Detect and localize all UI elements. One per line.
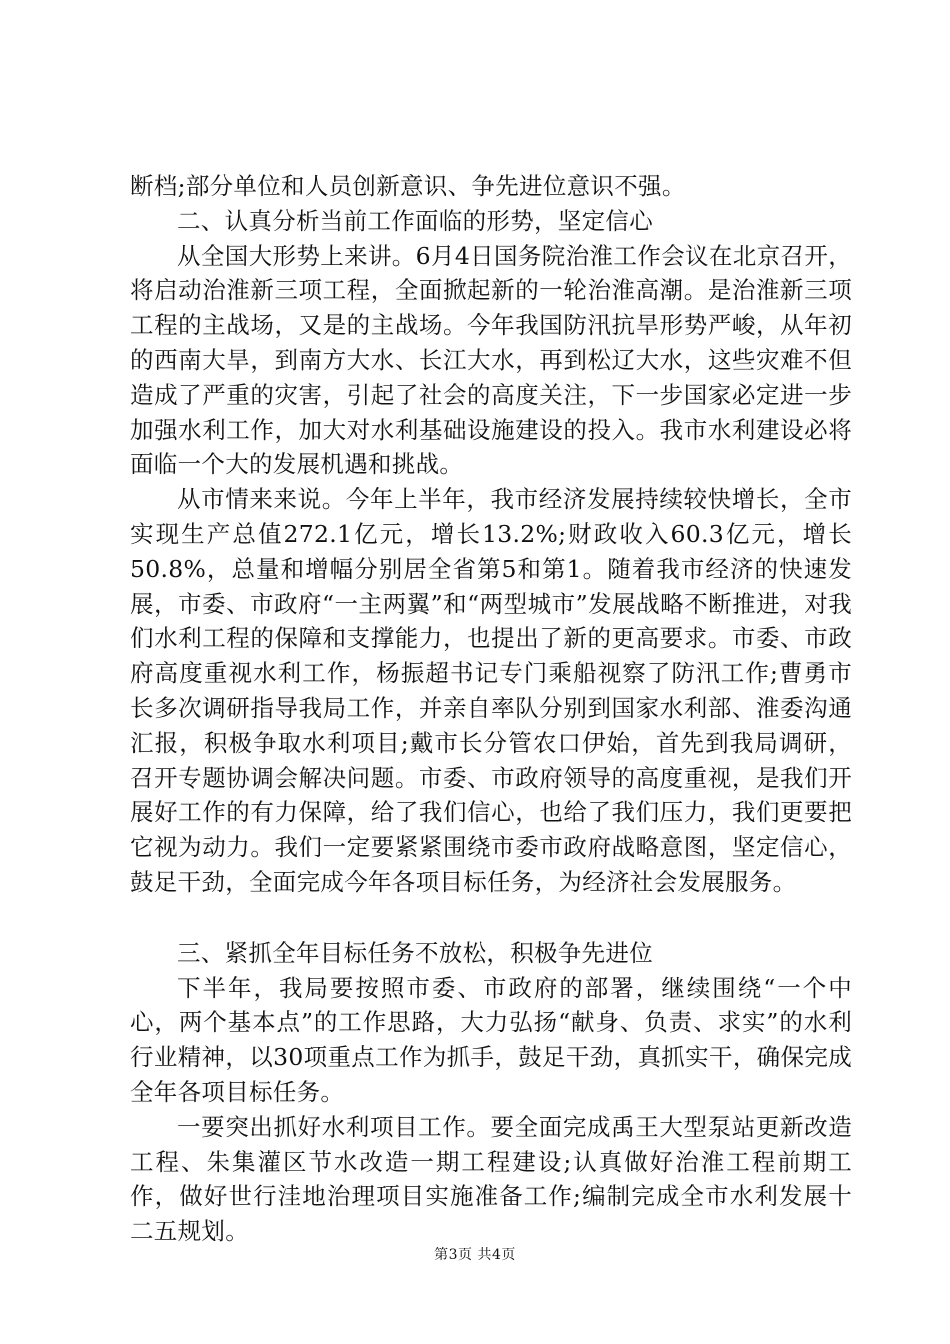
paragraph-continuation: 断档;部分单位和人员创新意识、争先进位意识不强。 [130,172,686,200]
paragraph-national-situation: 从全国大形势上来讲。6月4日国务院治淮工作会议在北京召开，将启动治淮新三项工程，全面掀起新的一轮治淮高潮。是治淮新三项工程的主战场，又是的主战场。今年我国防汛抗旱形势严峻，从年初的西南大旱，到南方大水、长江大水，再到松辽大水，这些灾难不但造成了严重的灾害，引起了社会的高度关注，下一步国家必定进一步加强水利工作，加大对水利基础设施建设的投入。我市水利建设必将面临一个大的发展机遇和挑战。 [130,241,852,479]
section-heading-3: 三、紧抓全年目标任务不放松，积极争先进位 [177,938,653,967]
paragraph-spacer [130,900,852,936]
paragraph-second-half-plan: 下半年，我局要按照市委、市政府的部署，继续围绕“一个中心，两个基本点”的工作思路，大力弘扬“献身、负责、求实”的水利行业精神，以30项重点工作为抓手，鼓足干劲，真抓实干，确保完成全年各项目标任务。 [130,973,852,1106]
document-body [130,169,852,1249]
page-number-footer: 第3页 共4页 [434,1247,516,1263]
paragraph-city-situation: 从市情来来说。今年上半年，我市经济发展持续较快增长，全市实现生产总值272.1亿元，增长13.2%;财政收入60.3亿元，增长50.8%，总量和增幅分别居全省第5和第1。随着我市经济的快速发展，市委、市政府“一主两翼”和“两型城市”发展战略不断推进，对我们水利工程的保障和支撑能力，也提出了新的更高要求。市委、市政府高度重视水利工作，杨振超书记专门乘船视察了防汛工作;曹勇市长多次调研指导我局工作，并亲自率队分别到国家水利部、淮委沟通汇报，积极争取水利项目;戴市长分管农口伊始，首先到我局调研，召开专题协调会解决问题。市委、市政府领导的高度重视，是我们开展好工作的有力保障，给了我们信心，也给了我们压力，我们更要把它视为动力。我们一定要紧紧围绕市委市政府战略意图，坚定信心，鼓足干劲，全面完成今年各项目标任务，为经济社会发展服务。 [130,485,852,896]
section-heading-2: 二、认真分析当前工作面临的形势，坚定信心 [177,206,653,235]
paragraph-project-work: 一要突出抓好水利项目工作。要全面完成禹王大型泵站更新改造工程、朱集灌区节水改造一期工程建设;认真做好治淮工程前期工作，做好世行洼地治理项目实施准备工作;编制完成全市水利发展十二五规划。 [130,1112,852,1246]
